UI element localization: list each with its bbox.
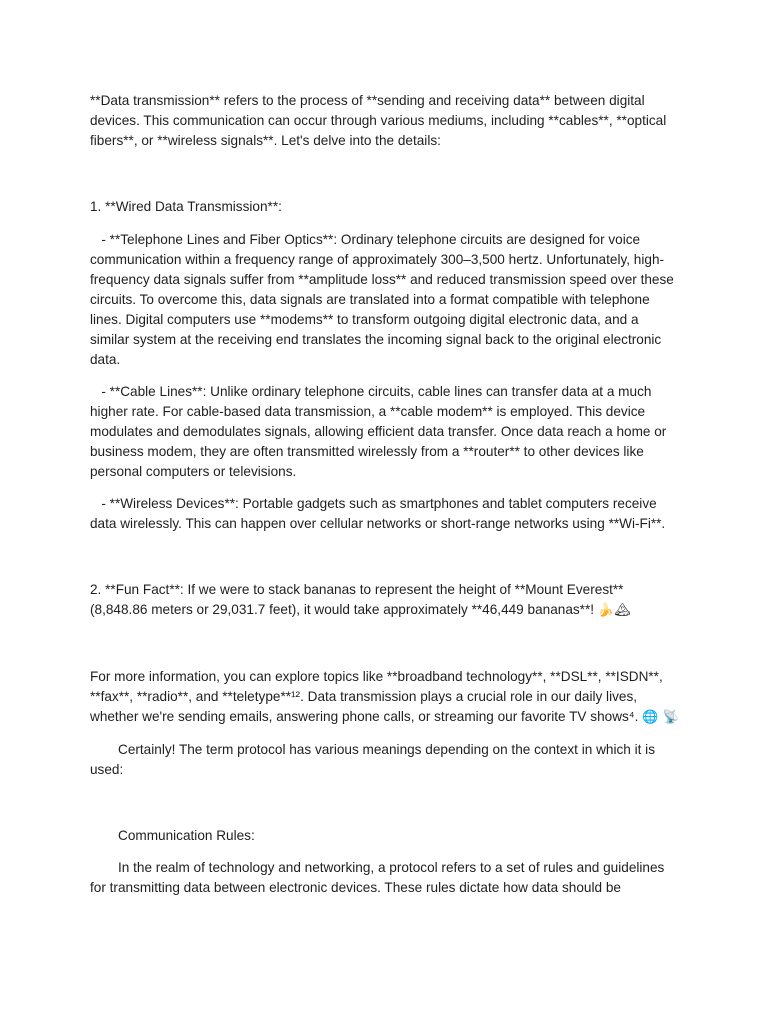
globe-antenna-emoji: 🌐 📡 — [642, 710, 679, 725]
wireless-paragraph — [90, 494, 680, 534]
telephone-paragraph — [90, 230, 680, 370]
document-page — [90, 91, 680, 898]
cable-paragraph — [90, 382, 680, 482]
intro-paragraph: **Data transmission** refers to the process of **sending and receiving data** between digital devices. This communication can occur through various mediums, including **cables**, **optical fibers**, or **wireless signals**. Let's delve into the details: — [90, 93, 667, 148]
telephone-text: - **Telephone Lines and Fiber Optics**: Ordinary telephone circuits are designed for voice communication within a frequency range of approximately 300–3,500 hertz. Unfortunately, high-frequency data signals suffer from **amplitude loss** and reduced transmission speed over these circuits. To overcome this, data signals are translated into a format compatible with telephone lines. Digital computers use **modems** to transform outgoing digital electronic data, and a similar system at the receiving end translates the incoming signal back to the original electronic data. — [90, 232, 674, 367]
more-info-text: For more information, you can explore topics like **broadband technology**, **DSL**, **ISDN**, **fax**, **radio**, and **teletype**¹². Data transmission plays a crucial role in our daily lives, whether we're sending emails, answering phone calls, or streaming our favorite TV shows⁴. — [90, 669, 663, 724]
more-info-paragraph — [90, 667, 680, 728]
wired-heading: 1. **Wired Data Transmission**: — [90, 199, 282, 214]
fun-fact-text: 2. **Fun Fact**: If we were to stack bananas to represent the height of **Mount Everest** (8,848.86 meters or 29,031.7 feet), it would take approximately **46,449 bananas**! — [90, 582, 624, 617]
fun-fact-paragraph — [90, 580, 680, 621]
protocol-paragraph: Certainly! The term protocol has various meanings depending on the context in which it is used: — [90, 742, 655, 777]
communication-rules-body: In the realm of technology and networking, a protocol refers to a set of rules and guidelines for transmitting data between electronic devices. These rules dictate how data should be — [90, 860, 665, 895]
banana-mountain-emoji: 🍌🏔 — [597, 603, 631, 618]
wireless-text: - **Wireless Devices**: Portable gadgets such as smartphones and tablet computers receive data wirelessly. This can happen over cellular networks or short-range networks using **Wi-Fi**. — [90, 496, 666, 531]
cable-text: - **Cable Lines**: Unlike ordinary telephone circuits, cable lines can transfer data at a much higher rate. For cable-based data transmission, a **cable modem** is employed. This device modulates and demodulates signals, allowing efficient data transfer. Once data reach a home or business modem, they are often transmitted wirelessly from a **router** to other devices like personal computers or televisions. — [90, 384, 667, 479]
communication-rules-heading: Communication Rules: — [118, 828, 255, 843]
